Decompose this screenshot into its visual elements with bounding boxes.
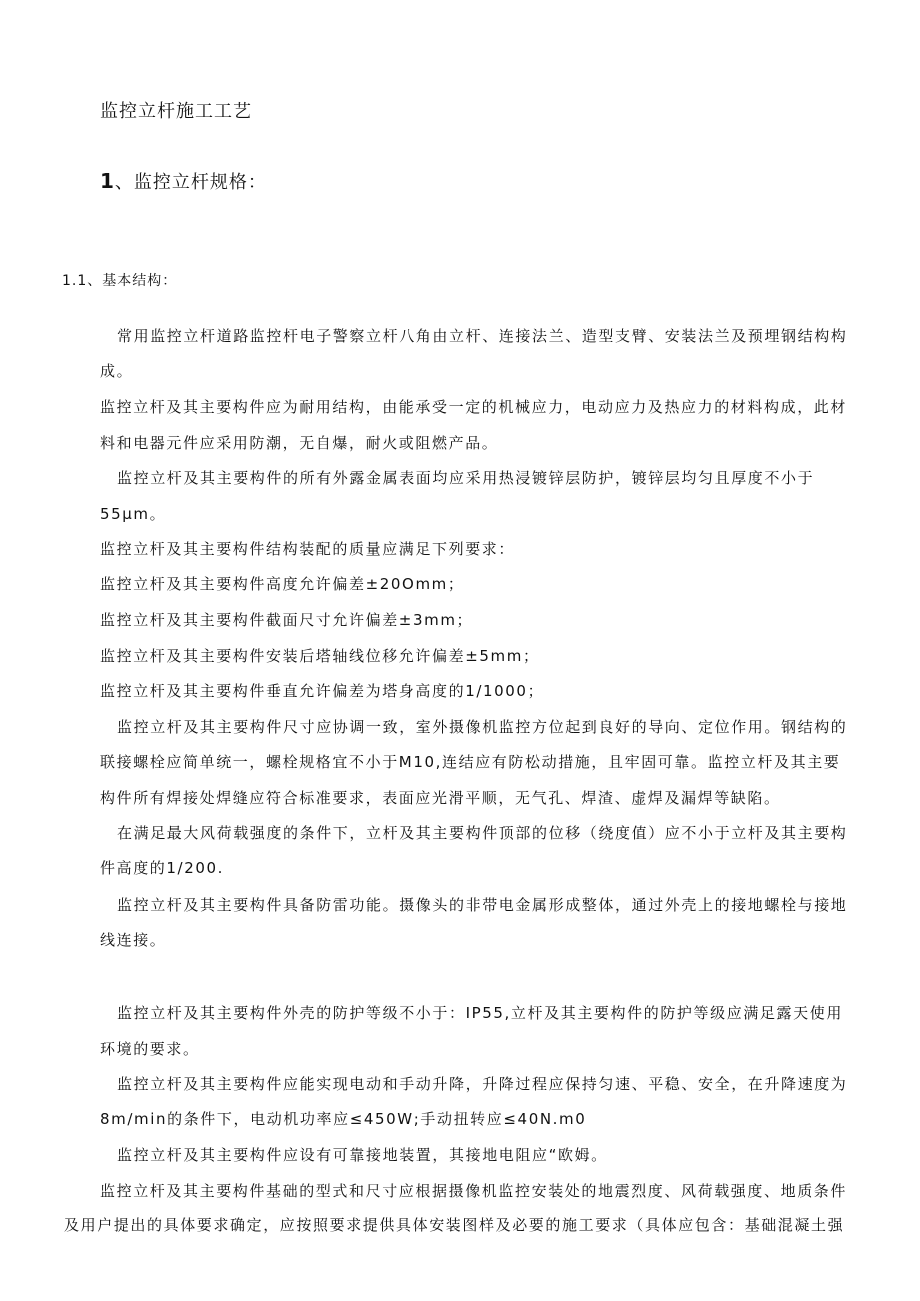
paragraph-line: 料和电器元件应采用防潮，无自爆，耐火或阻燃产品。 — [100, 434, 499, 452]
paragraph-line: 环境的要求。 — [100, 1040, 200, 1058]
section-heading — [100, 168, 267, 194]
paragraph-line: 监控立杆及其主要构件截面尺寸允许偏差±3mm； — [100, 611, 474, 629]
paragraph-line: 构件所有焊接处焊缝应符合标准要求，表面应光滑平顺，无气孔、焊渣、虚焊及漏焊等缺陷。 — [100, 789, 781, 807]
paragraph-line: 线连接。 — [100, 931, 167, 949]
paragraph-line: 监控立杆及其主要构件应能实现电动和手动升降，升降过程应保持匀速、平稳、安全，在升降速度为 — [117, 1075, 848, 1093]
paragraph-line: 监控立杆及其主要构件高度允许偏差±20Omm； — [100, 575, 465, 593]
paragraph-line: 及用户提出的具体要求确定，应按照要求提供具体安装图样及必要的施工要求（具体应包含：基础混凝土强 — [64, 1216, 845, 1234]
paragraph-line: 监控立杆及其主要构件的所有外露金属表面均应采用热浸镀锌层防护，镀锌层均匀且厚度不小于 — [117, 469, 815, 487]
paragraph-line: 8m∕min的条件下，电动机功率应≤450W;手动扭转应≤40N.m0 — [100, 1110, 587, 1128]
section-title: 、监控立杆规格： — [114, 172, 267, 193]
page-title: 监控立杆施工工艺 — [100, 101, 252, 122]
paragraph-line: 在满足最大风荷载强度的条件下，立杆及其主要构件顶部的位移（绕度值）应不小于立杆及其主要构 — [117, 824, 848, 842]
paragraph-line: 成。 — [100, 362, 134, 380]
paragraph-line: 55μm。 — [100, 505, 167, 523]
paragraph-line: 监控立杆及其主要构件垂直允许偏差为塔身高度的1/1000； — [100, 682, 545, 700]
paragraph-line: 监控立杆及其主要构件结构装配的质量应满足下列要求： — [100, 540, 516, 558]
paragraph-line: 监控立杆及其主要构件应设有可靠接地装置，其接地电阻应“欧姆。 — [117, 1146, 608, 1164]
subsection-heading: 1.1、基本结构： — [62, 273, 178, 289]
paragraph-line: 监控立杆及其主要构件外壳的防护等级不小于：IP55,立杆及其主要构件的防护等级应满足露天使用 — [117, 1004, 843, 1022]
paragraph-line: 联接螺栓应简单统一，螺栓规格宜不小于M10,连结应有防松动措施，且牢固可靠。监控立杆及其主要 — [100, 753, 841, 771]
paragraph-line: 件高度的1/200. — [100, 859, 224, 877]
paragraph-line: 监控立杆及其主要构件应为耐用结构，由能承受一定的机械应力，电动应力及热应力的材料构成，此材 — [100, 398, 848, 416]
paragraph-line: 监控立杆及其主要构件尺寸应协调一致，室外摄像机监控方位起到良好的导向、定位作用。钢结构的 — [117, 718, 848, 736]
paragraph-line: 常用监控立杆道路监控杆电子警察立杆八角由立杆、连接法兰、造型支臂、安装法兰及预埋钢结构构 — [117, 327, 848, 345]
paragraph-line: 监控立杆及其主要构件基础的型式和尺寸应根据摄像机监控安装处的地震烈度、风荷载强度、地质条件 — [100, 1182, 848, 1200]
paragraph-line: 监控立杆及其主要构件安装后塔轴线位移允许偏差±5mm； — [100, 647, 540, 665]
section-number: 1 — [100, 169, 115, 193]
paragraph-line: 监控立杆及其主要构件具备防雷功能。摄像头的非带电金属形成整体，通过外壳上的接地螺栓与接地 — [117, 896, 848, 914]
